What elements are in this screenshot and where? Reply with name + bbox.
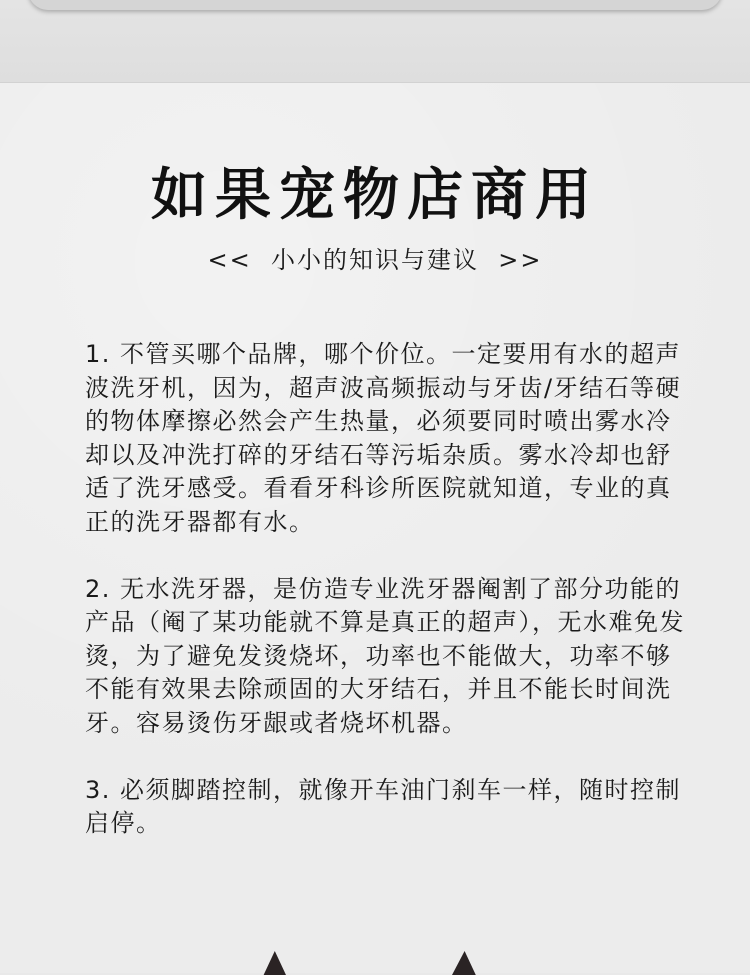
top-rounded-bar <box>28 0 722 10</box>
paragraph-2: 2. 无水洗牙器，是仿造专业洗牙器阉割了部分功能的产品（阉了某功能就不算是真正的超声），无水难免发烫，为了避免发烫烧坏，功率也不能做大，功率不够不能有效果去除顽固的大牙结石，并且不能长时间洗牙。容易烫伤牙龈或者烧坏机器。 <box>85 574 685 737</box>
page-title: 如果宠物店商用 <box>151 163 599 228</box>
top-banner <box>0 0 750 83</box>
paragraph-1: 1. 不管买哪个品牌，哪个价位。一定要用有水的超声波洗牙机，因为，超声波高频振动与牙齿/牙结石等硬的物体摩擦必然会产生热量，必须要同时喷出雾水冷却以及冲洗打碎的牙结石等污垢杂质。雾水冷却也舒适了洗牙感受。看看牙科诊所医院就知道，专业的真正的洗牙器都有水。 <box>85 340 682 536</box>
paragraph-3: 3. 必须脚踏控制，就像开车油门刹车一样，随时控制启停。 <box>85 775 682 837</box>
article-body <box>85 338 685 874</box>
page-subtitle: << 小小的知识与建议 >> <box>207 246 543 274</box>
